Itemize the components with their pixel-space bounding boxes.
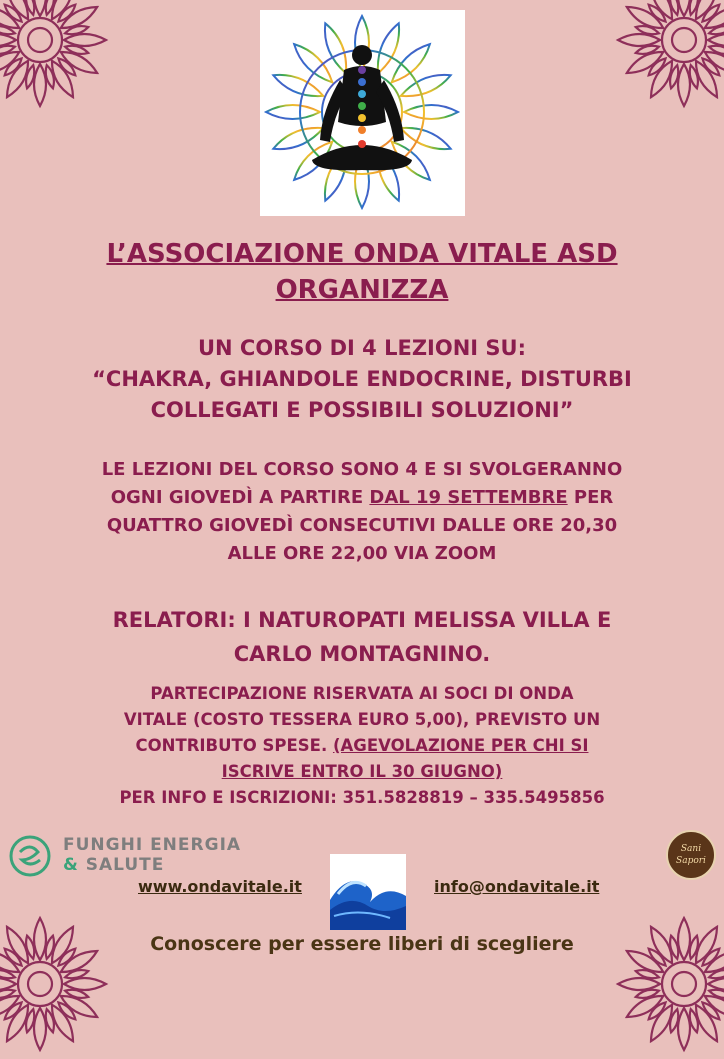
mandala-petal xyxy=(34,0,46,16)
lessons-info xyxy=(0,456,724,568)
motto: Conoscere per essere liberi di scegliere xyxy=(150,933,574,955)
mandala-petal xyxy=(0,34,16,46)
email-link[interactable]: info@ondavitale.it xyxy=(434,877,600,896)
mandala-ornament-bottom-left xyxy=(0,909,115,1059)
lessons-line-2-a: OGNI GIOVEDÌ A PARTIRE xyxy=(110,487,370,508)
hero-mandala-petal xyxy=(289,39,337,87)
hero-mandala-petal xyxy=(398,122,453,156)
course-heading xyxy=(0,333,724,426)
participation-info xyxy=(0,681,724,811)
course-line-1: UN CORSO DI 4 LEZIONI SU: xyxy=(197,336,527,360)
course-line-2: “CHAKRA, GHIANDOLE ENDOCRINE, DISTURBI xyxy=(92,367,632,391)
lessons-line-4: ALLE ORE 22,00 VIA ZOOM xyxy=(227,543,497,564)
mandala-petal xyxy=(58,47,100,78)
hero-chakra-image xyxy=(260,10,465,216)
mandala-petal xyxy=(64,34,106,46)
sani-bottom-text: Sapori xyxy=(676,856,706,866)
speakers-info xyxy=(0,603,724,671)
mandala-ornament-top-left xyxy=(0,0,115,115)
participation-line-1: PARTECIPAZIONE RISERVATA AI SOCI DI ONDA xyxy=(150,684,574,703)
lessons-line-1: LE LEZIONI DEL CORSO SONO 4 E SI SVOLGERANNO xyxy=(101,459,623,480)
swirl-logo-icon xyxy=(8,834,52,878)
participation-line-4: ISCRIVE ENTRO IL 30 GIUGNO) xyxy=(221,762,503,781)
hero-mandala-petal xyxy=(266,105,320,119)
mandala-ornament-top-right xyxy=(609,0,724,115)
funghi-amp: & xyxy=(63,855,79,875)
participation-line-2: VITALE (COSTO TESSERA EURO 5,00), PREVISTO UN xyxy=(123,710,601,729)
mandala-ornament-bottom-right xyxy=(609,909,724,1059)
hero-mandala-petal xyxy=(398,69,453,103)
participation-line-3-a: CONTRIBUTO SPESE. xyxy=(135,736,333,755)
mandala-petal xyxy=(2,58,33,100)
lessons-line-2 xyxy=(0,484,724,512)
hero-mandala-petal xyxy=(271,122,326,156)
title-line-1: L’ASSOCIAZIONE ONDA VITALE ASD xyxy=(106,239,618,269)
contact-phones: PER INFO E ISCRIZIONI: 351.5828819 – 335.5495856 xyxy=(119,788,605,807)
hero-mandala-petal xyxy=(319,21,353,76)
hero-mandala-petal xyxy=(404,105,458,119)
funghi-line-2 xyxy=(63,855,164,875)
speakers-line-1: RELATORI: I NATUROPATI MELISSA VILLA E xyxy=(112,608,612,632)
wave-image xyxy=(330,854,406,930)
website-link[interactable]: www.ondavitale.it xyxy=(138,877,302,896)
page-title xyxy=(0,236,724,308)
wave-icon xyxy=(330,854,406,930)
hero-mandala-petal xyxy=(372,21,406,76)
mandala-petal xyxy=(58,2,100,33)
funghi-salute: SALUTE xyxy=(78,855,165,875)
sani-sapori-badge xyxy=(666,830,716,880)
title-line-2: ORGANIZZA xyxy=(275,275,449,305)
hero-mandala-petal xyxy=(271,69,326,103)
course-line-3: COLLEGATI E POSSIBILI SOLUZIONI” xyxy=(150,398,574,422)
sani-top-text: Sani xyxy=(680,844,702,854)
funghi-line-1: FUNGHI ENERGIA xyxy=(63,835,242,855)
mandala-petal xyxy=(34,64,46,106)
participation-line-3 xyxy=(0,733,724,759)
start-date: DAL 19 SETTEMBRE xyxy=(369,487,568,508)
funghi-energia-logo xyxy=(8,830,258,882)
lessons-line-2-c: PER xyxy=(567,487,614,508)
meditating-figure-icon xyxy=(260,10,465,216)
mandala-petal xyxy=(47,58,78,100)
speakers-line-2: CARLO MONTAGNINO. xyxy=(233,642,491,666)
lessons-line-3: QUATTRO GIOVEDÌ CONSECUTIVI DALLE ORE 20,30 xyxy=(106,515,618,536)
discount-note: (AGEVOLAZIONE PER CHI SI xyxy=(332,736,589,755)
hero-mandala-petal xyxy=(387,39,435,87)
